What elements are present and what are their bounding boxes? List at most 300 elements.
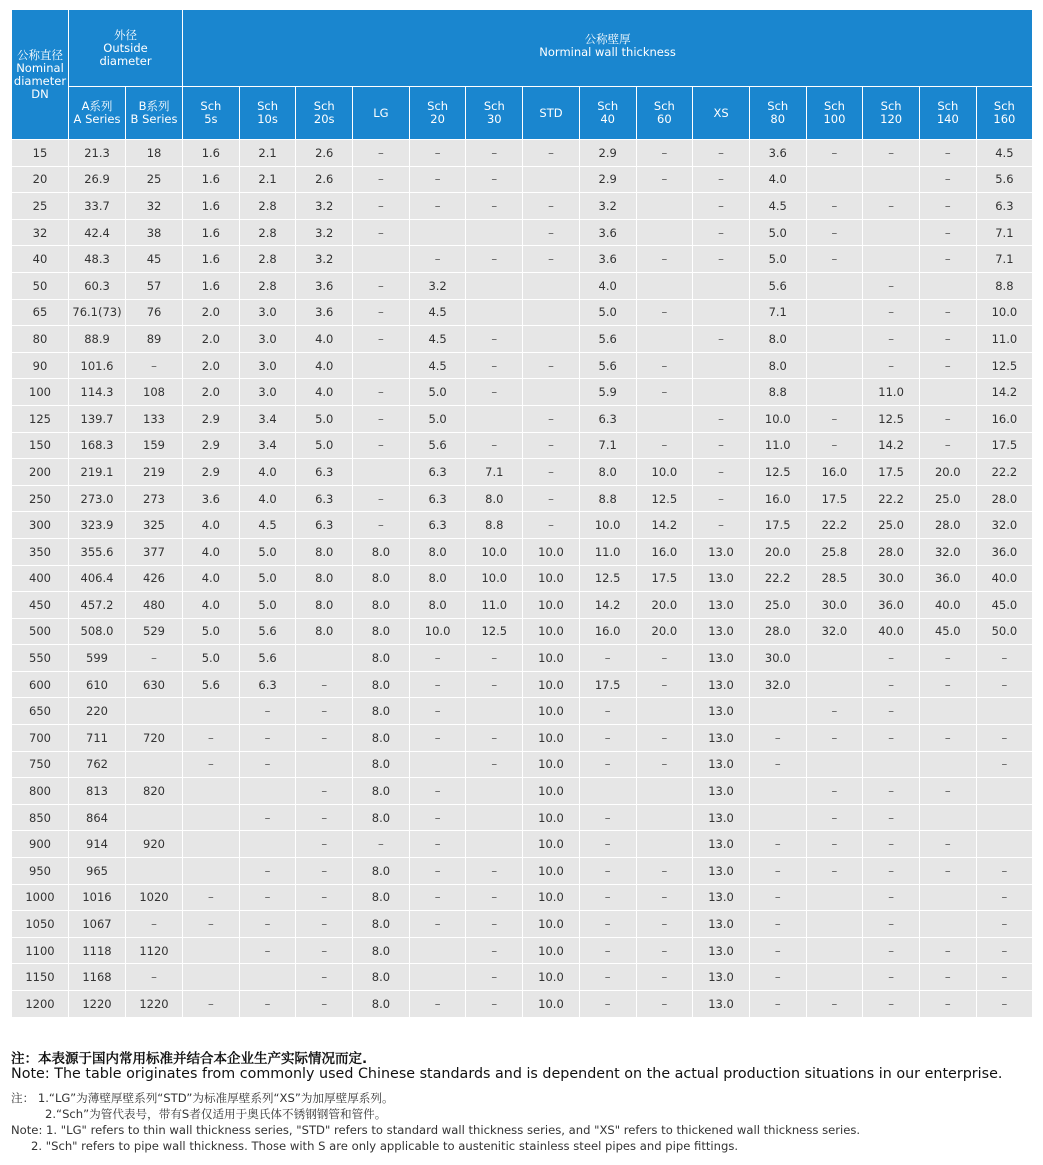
table-cell: –	[806, 831, 863, 858]
table-row	[12, 645, 1033, 672]
table-cell: 5.6	[239, 645, 296, 672]
table-cell: 125	[12, 405, 69, 432]
header-a-series-cn: A系列	[81, 99, 113, 113]
table-cell: –	[636, 911, 693, 938]
table-cell	[919, 804, 976, 831]
table-cell	[806, 379, 863, 406]
table-cell: 6.3	[296, 485, 353, 512]
table-cell: –	[693, 246, 750, 273]
header-schedule	[183, 87, 240, 140]
table-cell: 17.5	[806, 485, 863, 512]
table-cell: 8.0	[749, 352, 806, 379]
table-cell: 11.0	[579, 538, 636, 565]
table-cell: –	[523, 432, 580, 459]
header-schedule	[806, 87, 863, 140]
table-cell: 8.0	[353, 911, 410, 938]
table-cell: –	[919, 858, 976, 885]
header-schedule	[749, 87, 806, 140]
note-cn-1: 注： 1.“LG”为薄壁厚壁系列“STD”为标准厚壁系列“XS”为加厚壁厚系列。	[11, 1091, 394, 1105]
table-cell: 610	[69, 671, 126, 698]
table-row	[12, 751, 1033, 778]
table-cell	[636, 219, 693, 246]
table-cell	[976, 698, 1033, 725]
table-row	[12, 272, 1033, 299]
table-cell: –	[466, 671, 523, 698]
table-cell: 40.0	[863, 618, 920, 645]
table-cell: 2.8	[239, 219, 296, 246]
table-cell: 8.0	[353, 937, 410, 964]
table-cell: 1220	[69, 991, 126, 1018]
table-cell	[466, 831, 523, 858]
table-cell: 3.6	[579, 219, 636, 246]
header-schedule-line1: STD	[539, 105, 563, 120]
table-cell: –	[353, 272, 410, 299]
table-cell: 1118	[69, 937, 126, 964]
table-cell: 13.0	[693, 592, 750, 619]
table-cell: –	[919, 246, 976, 273]
table-cell: –	[863, 831, 920, 858]
table-cell: 10.0	[523, 858, 580, 885]
table-cell: 2.1	[239, 140, 296, 167]
table-cell: –	[353, 432, 410, 459]
table-cell: 3.6	[296, 299, 353, 326]
table-cell: 5.9	[579, 379, 636, 406]
header-schedule-line1: Sch	[427, 99, 449, 113]
table-cell: 60.3	[69, 272, 126, 299]
table-cell: –	[636, 352, 693, 379]
table-row	[12, 405, 1033, 432]
table-cell: –	[466, 937, 523, 964]
table-cell	[693, 299, 750, 326]
table-row	[12, 884, 1033, 911]
table-cell: 4.0	[183, 565, 240, 592]
table-cell: 355.6	[69, 538, 126, 565]
table-cell: –	[126, 645, 183, 672]
header-schedule-line1: Sch	[823, 99, 845, 113]
table-cell: –	[579, 698, 636, 725]
table-cell	[523, 272, 580, 299]
pipe-wall-thickness-table	[11, 9, 1033, 1018]
header-nd-en1: Nominal	[16, 60, 64, 75]
table-cell: 4.5	[239, 512, 296, 539]
table-cell: –	[919, 166, 976, 193]
table-cell: –	[693, 432, 750, 459]
header-schedule-line1: Sch	[200, 99, 222, 113]
table-cell: 920	[126, 831, 183, 858]
table-cell	[806, 645, 863, 672]
table-cell	[126, 751, 183, 778]
table-row	[12, 246, 1033, 273]
table-cell	[466, 778, 523, 805]
table-cell: 40.0	[919, 592, 976, 619]
table-cell: 4.5	[409, 299, 466, 326]
table-cell: –	[976, 911, 1033, 938]
header-schedule-line2: 20	[430, 112, 445, 126]
table-cell	[976, 804, 1033, 831]
table-cell: 16.0	[976, 405, 1033, 432]
table-cell: 20.0	[919, 459, 976, 486]
table-cell: 10.0	[523, 964, 580, 991]
table-cell: 13.0	[693, 618, 750, 645]
table-cell: 219	[126, 459, 183, 486]
table-cell: 159	[126, 432, 183, 459]
table-cell: 10.0	[523, 592, 580, 619]
table-cell: –	[806, 778, 863, 805]
table-cell: –	[919, 219, 976, 246]
table-cell: –	[523, 246, 580, 273]
table-cell: 1.6	[183, 246, 240, 273]
table-cell: 65	[12, 299, 69, 326]
table-row	[12, 379, 1033, 406]
table-cell	[523, 166, 580, 193]
table-cell: 4.0	[183, 538, 240, 565]
table-cell	[466, 698, 523, 725]
table-cell	[183, 778, 240, 805]
table-cell: 12.5	[466, 618, 523, 645]
table-cell	[806, 964, 863, 991]
table-cell: 17.5	[749, 512, 806, 539]
table-cell: 1220	[126, 991, 183, 1018]
table-cell: 13.0	[693, 911, 750, 938]
table-row	[12, 299, 1033, 326]
table-cell: 32.0	[976, 512, 1033, 539]
table-cell: 762	[69, 751, 126, 778]
table-cell	[919, 884, 976, 911]
table-cell: 13.0	[693, 937, 750, 964]
table-cell: 90	[12, 352, 69, 379]
table-cell: –	[466, 326, 523, 353]
table-cell: 5.6	[976, 166, 1033, 193]
table-cell: –	[466, 379, 523, 406]
table-cell: 13.0	[693, 565, 750, 592]
table-cell: –	[579, 725, 636, 752]
table-row	[12, 432, 1033, 459]
table-cell: 1020	[126, 884, 183, 911]
table-cell: –	[976, 751, 1033, 778]
table-cell: 89	[126, 326, 183, 353]
table-cell: 38	[126, 219, 183, 246]
table-cell: 4.5	[409, 326, 466, 353]
table-cell: 10.0	[466, 538, 523, 565]
table-cell: 7.1	[976, 219, 1033, 246]
table-row	[12, 671, 1033, 698]
table-cell: 133	[126, 405, 183, 432]
table-cell: –	[466, 352, 523, 379]
header-schedule-line2: 160	[993, 112, 1016, 126]
table-cell: –	[466, 858, 523, 885]
table-cell: –	[806, 991, 863, 1018]
table-cell: 5.6	[239, 618, 296, 645]
table-cell: 8.0	[353, 618, 410, 645]
header-schedule-line1: Sch	[993, 99, 1015, 113]
table-cell: –	[296, 778, 353, 805]
table-cell: 13.0	[693, 751, 750, 778]
table-cell: –	[579, 804, 636, 831]
table-cell: –	[863, 804, 920, 831]
table-cell: –	[409, 671, 466, 698]
table-cell: 48.3	[69, 246, 126, 273]
header-nd-en2: diameter	[13, 73, 67, 88]
table-cell: 5.0	[749, 246, 806, 273]
table-cell: –	[409, 911, 466, 938]
table-cell: 10.0	[523, 751, 580, 778]
table-cell: 4.5	[749, 193, 806, 220]
table-cell: –	[636, 858, 693, 885]
table-cell: 11.0	[466, 592, 523, 619]
table-cell: 5.0	[579, 299, 636, 326]
table-cell: 13.0	[693, 645, 750, 672]
table-cell: –	[919, 964, 976, 991]
table-cell: 1000	[12, 884, 69, 911]
table-cell	[239, 831, 296, 858]
table-cell: –	[466, 645, 523, 672]
header-schedule-line1: Sch	[653, 99, 675, 113]
table-cell: 3.2	[579, 193, 636, 220]
table-cell: 150	[12, 432, 69, 459]
table-cell: –	[353, 219, 410, 246]
table-cell: 4.0	[239, 485, 296, 512]
table-cell: 2.0	[183, 326, 240, 353]
table-cell: –	[409, 140, 466, 167]
header-schedule-line1: LG	[373, 105, 389, 120]
table-cell: 10.0	[523, 671, 580, 698]
table-cell	[749, 804, 806, 831]
table-cell	[919, 751, 976, 778]
table-cell	[409, 937, 466, 964]
table-cell	[353, 459, 410, 486]
table-cell: 13.0	[693, 698, 750, 725]
table-cell: –	[466, 432, 523, 459]
table-cell: 426	[126, 565, 183, 592]
table-cell: 650	[12, 698, 69, 725]
table-cell: 10.0	[523, 618, 580, 645]
table-cell: 16.0	[749, 485, 806, 512]
table-cell: 28.0	[749, 618, 806, 645]
table-cell: –	[749, 751, 806, 778]
table-cell: 700	[12, 725, 69, 752]
table-cell: –	[523, 405, 580, 432]
header-schedule	[919, 87, 976, 140]
table-cell: 32.0	[919, 538, 976, 565]
table-cell: 8.0	[353, 991, 410, 1018]
table-cell: –	[749, 937, 806, 964]
table-cell: 2.6	[296, 166, 353, 193]
table-cell	[183, 964, 240, 991]
header-b-series-en: B Series	[130, 112, 178, 126]
table-cell: –	[239, 804, 296, 831]
table-cell: 11.0	[749, 432, 806, 459]
header-schedule-line1: Sch	[767, 99, 789, 113]
table-row	[12, 538, 1033, 565]
table-cell: 8.0	[353, 645, 410, 672]
table-cell: –	[693, 405, 750, 432]
table-cell: 6.3	[409, 485, 466, 512]
table-cell: 25.0	[919, 485, 976, 512]
table-cell	[353, 246, 410, 273]
table-cell: 711	[69, 725, 126, 752]
table-cell: –	[806, 405, 863, 432]
table-cell: –	[863, 964, 920, 991]
table-cell: –	[523, 485, 580, 512]
table-cell: –	[296, 804, 353, 831]
table-cell: 508.0	[69, 618, 126, 645]
table-cell: 11.0	[863, 379, 920, 406]
table-cell: –	[353, 512, 410, 539]
table-cell: 3.2	[296, 219, 353, 246]
table-cell: –	[126, 352, 183, 379]
table-cell: –	[919, 352, 976, 379]
table-cell: 6.3	[296, 512, 353, 539]
table-cell: –	[239, 698, 296, 725]
table-cell: 16.0	[806, 459, 863, 486]
table-cell	[636, 778, 693, 805]
table-cell: 6.3	[409, 459, 466, 486]
table-cell: 273	[126, 485, 183, 512]
table-cell	[239, 778, 296, 805]
table-cell	[636, 831, 693, 858]
table-cell: 4.0	[239, 459, 296, 486]
table-cell: 101.6	[69, 352, 126, 379]
table-cell: 529	[126, 618, 183, 645]
table-cell: –	[636, 645, 693, 672]
table-cell: –	[636, 166, 693, 193]
header-schedule	[239, 87, 296, 140]
table-cell: –	[749, 858, 806, 885]
table-cell: –	[919, 405, 976, 432]
table-cell: –	[409, 884, 466, 911]
table-cell: –	[976, 671, 1033, 698]
table-cell: 10.0	[523, 645, 580, 672]
table-cell: 5.6	[409, 432, 466, 459]
header-wt-cn: 公称壁厚	[584, 32, 631, 46]
note-en-1: Note: 1. "LG" refers to thin wall thickness series, "STD" refers to standard wall thickness series, and "XS" refers to thickened wall thickness series.	[11, 1123, 861, 1137]
table-cell: 3.2	[296, 193, 353, 220]
table-cell: 33.7	[69, 193, 126, 220]
table-cell: –	[863, 193, 920, 220]
table-cell: 28.5	[806, 565, 863, 592]
table-cell: 8.8	[976, 272, 1033, 299]
table-cell: –	[863, 352, 920, 379]
table-cell: 6.3	[579, 405, 636, 432]
table-cell: 13.0	[693, 964, 750, 991]
table-cell: 18	[126, 140, 183, 167]
table-cell: –	[466, 166, 523, 193]
table-cell: 10.0	[523, 991, 580, 1018]
table-cell: 2.9	[183, 459, 240, 486]
header-b-series-cn: B系列	[138, 99, 170, 113]
table-cell	[919, 379, 976, 406]
table-cell: –	[296, 937, 353, 964]
table-row	[12, 911, 1033, 938]
table-cell: –	[296, 831, 353, 858]
table-cell: 5.0	[239, 592, 296, 619]
table-cell: –	[523, 219, 580, 246]
table-cell: –	[919, 831, 976, 858]
table-cell: –	[579, 884, 636, 911]
table-row	[12, 937, 1033, 964]
table-cell: –	[693, 512, 750, 539]
table-cell: –	[353, 831, 410, 858]
table-cell: 100	[12, 379, 69, 406]
table-cell: –	[466, 193, 523, 220]
table-cell	[636, 272, 693, 299]
table-cell: 139.7	[69, 405, 126, 432]
table-cell: 5.6	[183, 671, 240, 698]
table-row	[12, 618, 1033, 645]
table-cell	[806, 272, 863, 299]
table-cell: –	[636, 671, 693, 698]
table-row	[12, 352, 1033, 379]
table-cell: –	[919, 778, 976, 805]
table-cell: –	[863, 858, 920, 885]
table-cell: 5.6	[579, 326, 636, 353]
header-schedule	[409, 87, 466, 140]
header-schedule-line2: 20s	[313, 112, 335, 126]
table-cell: 8.0	[579, 459, 636, 486]
table-cell	[806, 352, 863, 379]
table-cell	[863, 246, 920, 273]
table-cell: –	[523, 512, 580, 539]
table-cell: –	[466, 751, 523, 778]
table-cell	[749, 778, 806, 805]
table-row	[12, 964, 1033, 991]
table-cell	[239, 964, 296, 991]
table-cell: –	[806, 140, 863, 167]
table-cell: 114.3	[69, 379, 126, 406]
table-cell: 3.0	[239, 352, 296, 379]
table-cell: 2.0	[183, 299, 240, 326]
table-cell	[863, 219, 920, 246]
table-cell: 168.3	[69, 432, 126, 459]
header-schedule-line1: Sch	[880, 99, 902, 113]
header-schedule	[976, 87, 1033, 140]
table-cell: –	[693, 485, 750, 512]
table-cell: 12.5	[636, 485, 693, 512]
table-cell: –	[126, 911, 183, 938]
table-cell: 76.1(73)	[69, 299, 126, 326]
table-row	[12, 592, 1033, 619]
table-cell: 13.0	[693, 804, 750, 831]
table-cell: 600	[12, 671, 69, 698]
table-cell: –	[239, 991, 296, 1018]
table-cell: –	[579, 751, 636, 778]
table-cell: –	[749, 911, 806, 938]
table-cell: 250	[12, 485, 69, 512]
table-cell: –	[636, 964, 693, 991]
table-cell: 1050	[12, 911, 69, 938]
table-cell	[466, 219, 523, 246]
table-cell	[353, 352, 410, 379]
table-cell: 17.5	[636, 565, 693, 592]
table-cell: –	[976, 645, 1033, 672]
table-cell: –	[353, 166, 410, 193]
table-cell: 20.0	[749, 538, 806, 565]
table-cell: 8.8	[579, 485, 636, 512]
table-cell	[636, 804, 693, 831]
table-cell: 10.0	[523, 831, 580, 858]
table-cell: 1200	[12, 991, 69, 1018]
table-cell: 22.2	[806, 512, 863, 539]
table-cell: 14.2	[579, 592, 636, 619]
table-cell	[523, 299, 580, 326]
header-schedule-line2: 80	[770, 112, 786, 126]
table-cell	[806, 299, 863, 326]
table-cell: 4.0	[296, 379, 353, 406]
header-od-cn: 外径	[114, 28, 137, 42]
table-row	[12, 778, 1033, 805]
header-schedule-line1: Sch	[597, 99, 619, 113]
table-cell: 8.0	[466, 485, 523, 512]
